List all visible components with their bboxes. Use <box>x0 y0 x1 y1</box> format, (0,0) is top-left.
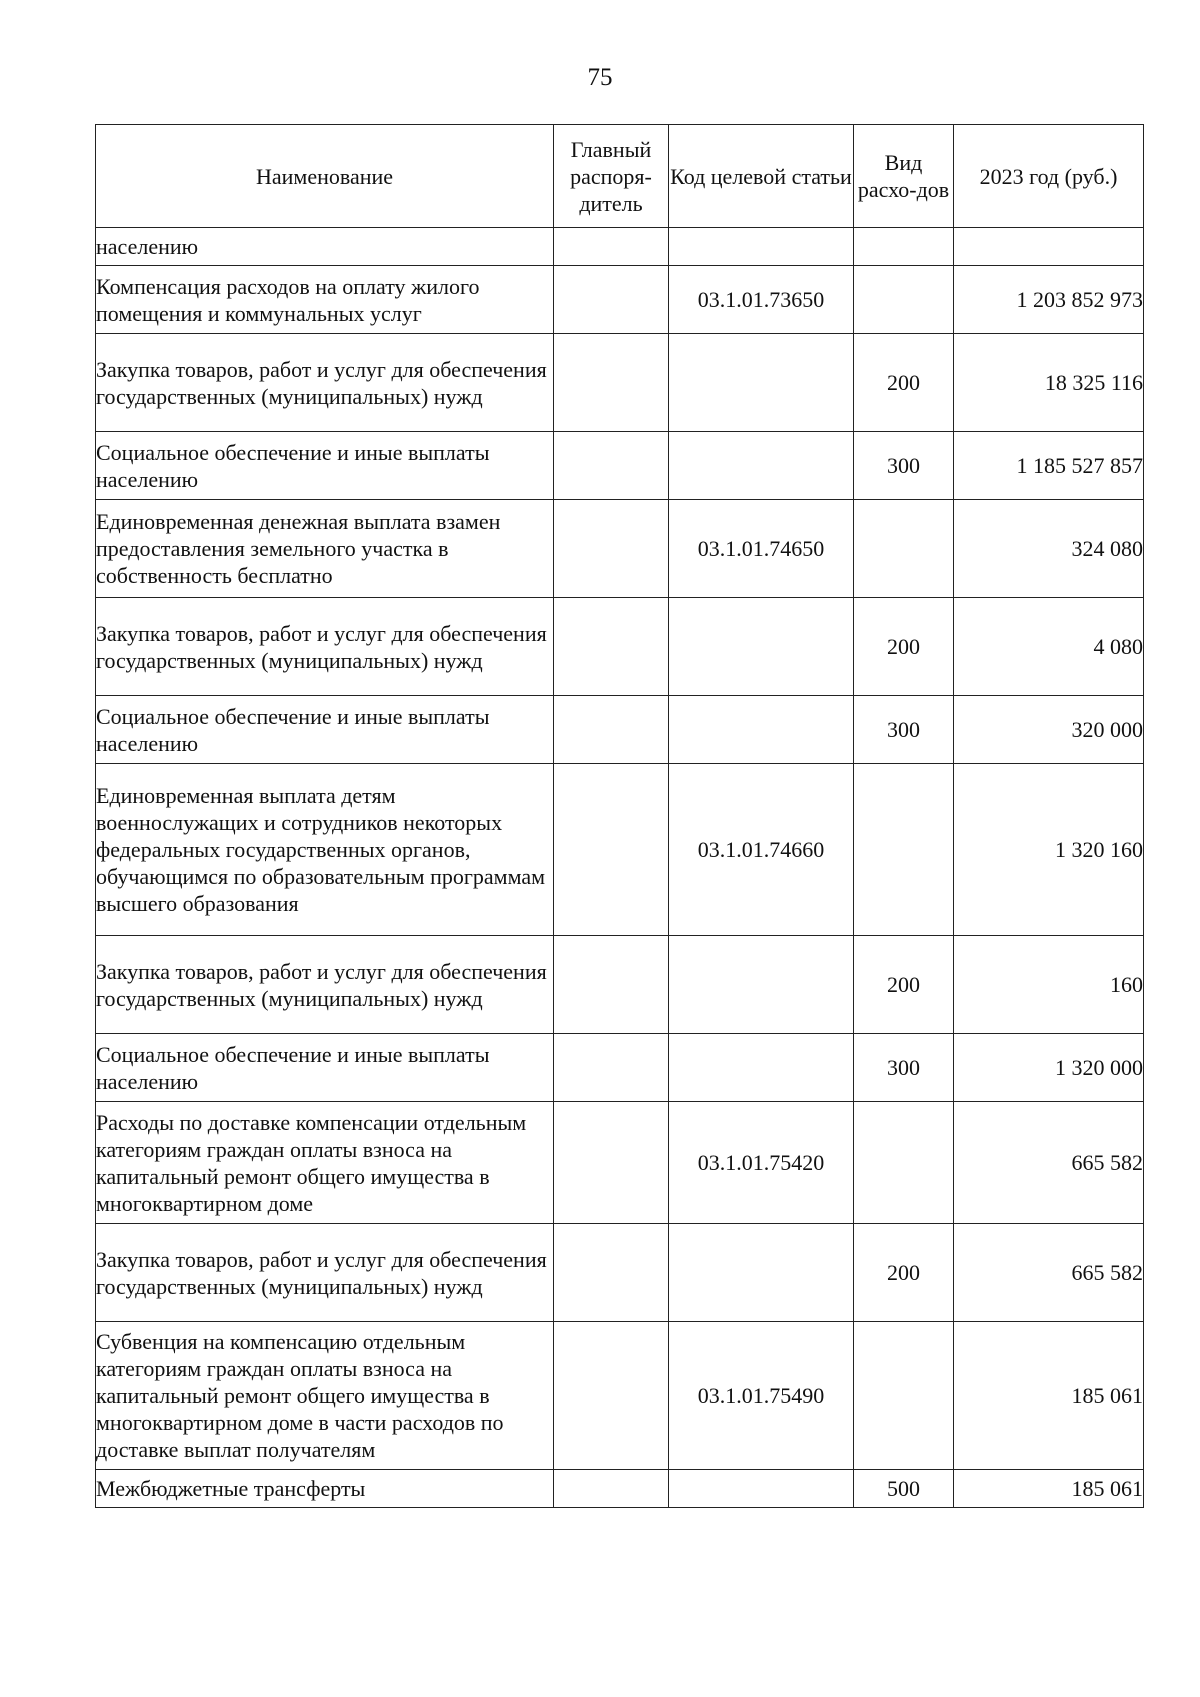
table-row <box>96 1102 1144 1224</box>
row-target-code-cell <box>669 696 854 764</box>
row-amount-cell: 1 203 852 973 <box>954 266 1144 334</box>
row-amount-cell: 185 061 <box>954 1470 1144 1508</box>
row-name-cell: Закупка товаров, работ и услуг для обеспечения государственных (муниципальных) нужд <box>96 334 554 432</box>
row-main-manager-cell <box>554 764 669 936</box>
table-row <box>96 1470 1144 1508</box>
row-name-cell: Межбюджетные трансферты <box>96 1470 554 1508</box>
row-target-code-cell <box>669 334 854 432</box>
table-row <box>96 334 1144 432</box>
row-target-code-cell: 03.1.01.74660 <box>669 764 854 936</box>
row-expense-kind-cell <box>854 764 954 936</box>
table-row <box>96 432 1144 500</box>
table-row <box>96 1034 1144 1102</box>
header-name: Наименование <box>96 125 554 228</box>
row-main-manager-cell <box>554 228 669 266</box>
header-target-code: Код целевой статьи <box>669 125 854 228</box>
row-target-code-cell <box>669 1470 854 1508</box>
row-main-manager-cell <box>554 1470 669 1508</box>
row-amount-cell: 18 325 116 <box>954 334 1144 432</box>
row-amount-cell: 1 320 160 <box>954 764 1144 936</box>
row-main-manager-cell <box>554 696 669 764</box>
header-main-manager: Главный распоря-дитель <box>554 125 669 228</box>
row-name-cell: Единовременная выплата детям военнослужащих и сотрудников некоторых федеральных государственных органов, обучающимся по образовательным программам высшего образования <box>96 764 554 936</box>
table-header-row <box>96 125 1144 228</box>
row-name-cell: населению <box>96 228 554 266</box>
row-expense-kind-cell: 300 <box>854 1034 954 1102</box>
row-amount-cell: 185 061 <box>954 1322 1144 1470</box>
row-name-cell: Расходы по доставке компенсации отдельным категориям граждан оплаты взноса на капитальный ремонт общего имущества в многоквартирном доме <box>96 1102 554 1224</box>
row-amount-cell: 320 000 <box>954 696 1144 764</box>
row-target-code-cell <box>669 1034 854 1102</box>
row-expense-kind-cell: 300 <box>854 696 954 764</box>
table-row <box>96 1224 1144 1322</box>
row-expense-kind-cell <box>854 228 954 266</box>
table-row <box>96 500 1144 598</box>
row-name-cell: Субвенция на компенсацию отдельным категориям граждан оплаты взноса на капитальный ремонт общего имущества в многоквартирном доме в части расходов по доставке выплат получателям <box>96 1322 554 1470</box>
row-main-manager-cell <box>554 1224 669 1322</box>
row-target-code-cell: 03.1.01.74650 <box>669 500 854 598</box>
row-name-cell: Единовременная денежная выплата взамен предоставления земельного участка в собственность бесплатно <box>96 500 554 598</box>
row-target-code-cell <box>669 1224 854 1322</box>
row-name-cell: Социальное обеспечение и иные выплаты населению <box>96 1034 554 1102</box>
row-amount-cell: 160 <box>954 936 1144 1034</box>
row-target-code-cell: 03.1.01.73650 <box>669 266 854 334</box>
row-name-cell: Закупка товаров, работ и услуг для обеспечения государственных (муниципальных) нужд <box>96 1224 554 1322</box>
row-expense-kind-cell: 200 <box>854 936 954 1034</box>
table-row <box>96 266 1144 334</box>
row-main-manager-cell <box>554 1034 669 1102</box>
table-row <box>96 696 1144 764</box>
header-expense-kind: Вид расхо-дов <box>854 125 954 228</box>
row-amount-cell: 1 185 527 857 <box>954 432 1144 500</box>
row-expense-kind-cell: 300 <box>854 432 954 500</box>
row-main-manager-cell <box>554 266 669 334</box>
row-expense-kind-cell <box>854 1102 954 1224</box>
row-main-manager-cell <box>554 936 669 1034</box>
row-target-code-cell <box>669 228 854 266</box>
row-expense-kind-cell: 500 <box>854 1470 954 1508</box>
row-name-cell: Социальное обеспечение и иные выплаты населению <box>96 432 554 500</box>
row-main-manager-cell <box>554 1102 669 1224</box>
row-name-cell: Закупка товаров, работ и услуг для обеспечения государственных (муниципальных) нужд <box>96 936 554 1034</box>
row-main-manager-cell <box>554 432 669 500</box>
row-amount-cell: 4 080 <box>954 598 1144 696</box>
row-amount-cell: 665 582 <box>954 1224 1144 1322</box>
row-main-manager-cell <box>554 334 669 432</box>
header-year-amount: 2023 год (руб.) <box>954 125 1144 228</box>
row-expense-kind-cell: 200 <box>854 1224 954 1322</box>
row-amount-cell: 324 080 <box>954 500 1144 598</box>
row-main-manager-cell <box>554 598 669 696</box>
row-amount-cell: 1 320 000 <box>954 1034 1144 1102</box>
page-number: 75 <box>587 64 613 91</box>
row-target-code-cell <box>669 598 854 696</box>
row-target-code-cell <box>669 936 854 1034</box>
row-expense-kind-cell: 200 <box>854 334 954 432</box>
table-row <box>96 764 1144 936</box>
table-row <box>96 228 1144 266</box>
row-amount-cell <box>954 228 1144 266</box>
row-expense-kind-cell <box>854 266 954 334</box>
row-expense-kind-cell <box>854 500 954 598</box>
row-target-code-cell: 03.1.01.75420 <box>669 1102 854 1224</box>
row-target-code-cell: 03.1.01.75490 <box>669 1322 854 1470</box>
row-expense-kind-cell <box>854 1322 954 1470</box>
row-name-cell: Социальное обеспечение и иные выплаты населению <box>96 696 554 764</box>
row-main-manager-cell <box>554 500 669 598</box>
row-amount-cell: 665 582 <box>954 1102 1144 1224</box>
row-name-cell: Закупка товаров, работ и услуг для обеспечения государственных (муниципальных) нужд <box>96 598 554 696</box>
row-name-cell: Компенсация расходов на оплату жилого помещения и коммунальных услуг <box>96 266 554 334</box>
table-row <box>96 598 1144 696</box>
table-row <box>96 1322 1144 1470</box>
table-row <box>96 936 1144 1034</box>
row-expense-kind-cell: 200 <box>854 598 954 696</box>
row-target-code-cell <box>669 432 854 500</box>
budget-table <box>95 124 1144 1508</box>
row-main-manager-cell <box>554 1322 669 1470</box>
